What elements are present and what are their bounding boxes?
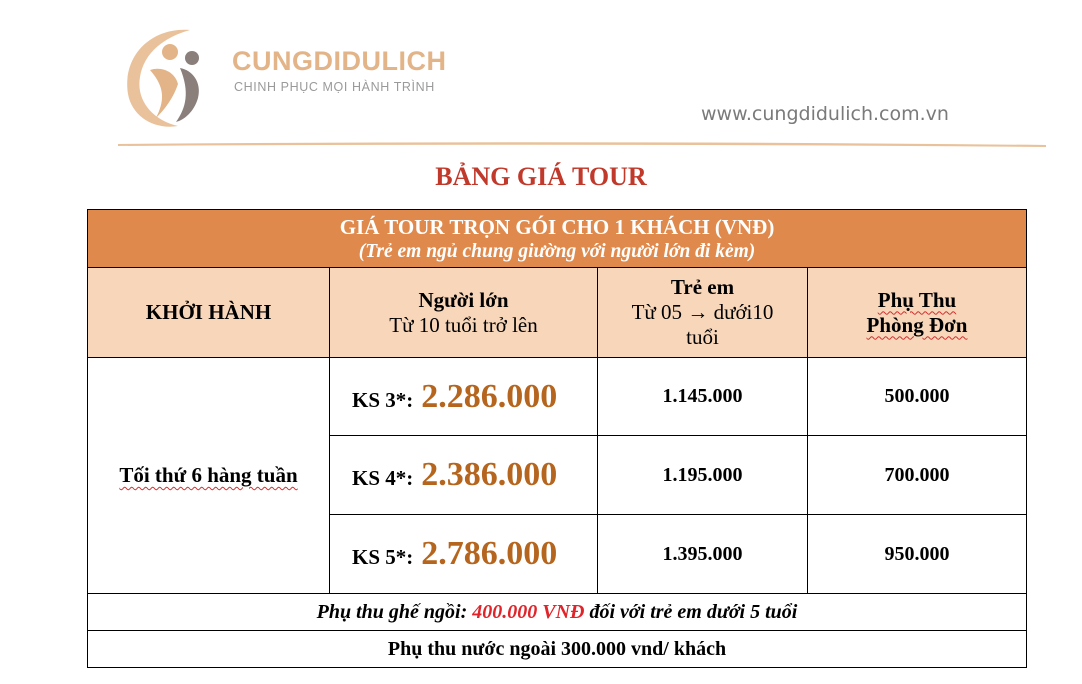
header-adult: Người lớn Từ 10 tuổi trở lên: [330, 268, 598, 358]
header-depart: KHỞI HÀNH: [88, 268, 330, 358]
surcharge-foreign-row: Phụ thu nước ngoài 300.000 vnd/ khách: [88, 631, 1027, 668]
brand-name: CUNGDIDULICH: [232, 46, 447, 76]
banner-title: GIÁ TOUR TRỌN GÓI CHO 1 KHÁCH (VNĐ): [339, 214, 775, 239]
table-banner: [88, 210, 1027, 268]
brand-logo-icon: [120, 22, 215, 132]
table-row: [88, 358, 1027, 436]
adult-price-cell: KS 4*: 2.386.000: [330, 436, 598, 515]
adult-price-cell: KS 5*: 2.786.000: [330, 515, 598, 594]
header-single-room: Phụ Thu Phòng Đơn: [808, 268, 1027, 358]
adult-price-cell: KS 3*: 2.286.000: [330, 358, 598, 436]
arrow-right-icon: →: [687, 300, 709, 324]
price-table: [87, 209, 1027, 668]
table-header-row: [88, 268, 1027, 358]
website-url: www.cungdidulich.com.vn: [701, 103, 949, 125]
banner-subtitle: (Trẻ em ngủ chung giường với người lớn đi kèm): [358, 240, 756, 262]
single-room-price-cell: 950.000: [808, 515, 1027, 594]
header-child: Trẻ em Từ 05 → dưới10 tuổi: [598, 268, 808, 358]
header-divider: [118, 138, 1046, 148]
child-price-cell: 1.145.000: [598, 358, 808, 436]
child-price-cell: 1.195.000: [598, 436, 808, 515]
brand-tagline: CHINH PHỤC MỌI HÀNH TRÌNH: [234, 80, 435, 94]
child-price-cell: 1.395.000: [598, 515, 808, 594]
surcharge-amount: 400.000 VNĐ: [472, 600, 585, 623]
surcharge-seat-row: Phụ thu ghế ngồi: 400.000 VNĐ đối với trẻ em dưới 5 tuổi: [88, 594, 1027, 631]
single-room-price-cell: 500.000: [808, 358, 1027, 436]
page-title: BẢNG GIÁ TOUR: [435, 162, 647, 191]
single-room-price-cell: 700.000: [808, 436, 1027, 515]
departure-cell: Tối thứ 6 hàng tuần: [88, 358, 330, 594]
